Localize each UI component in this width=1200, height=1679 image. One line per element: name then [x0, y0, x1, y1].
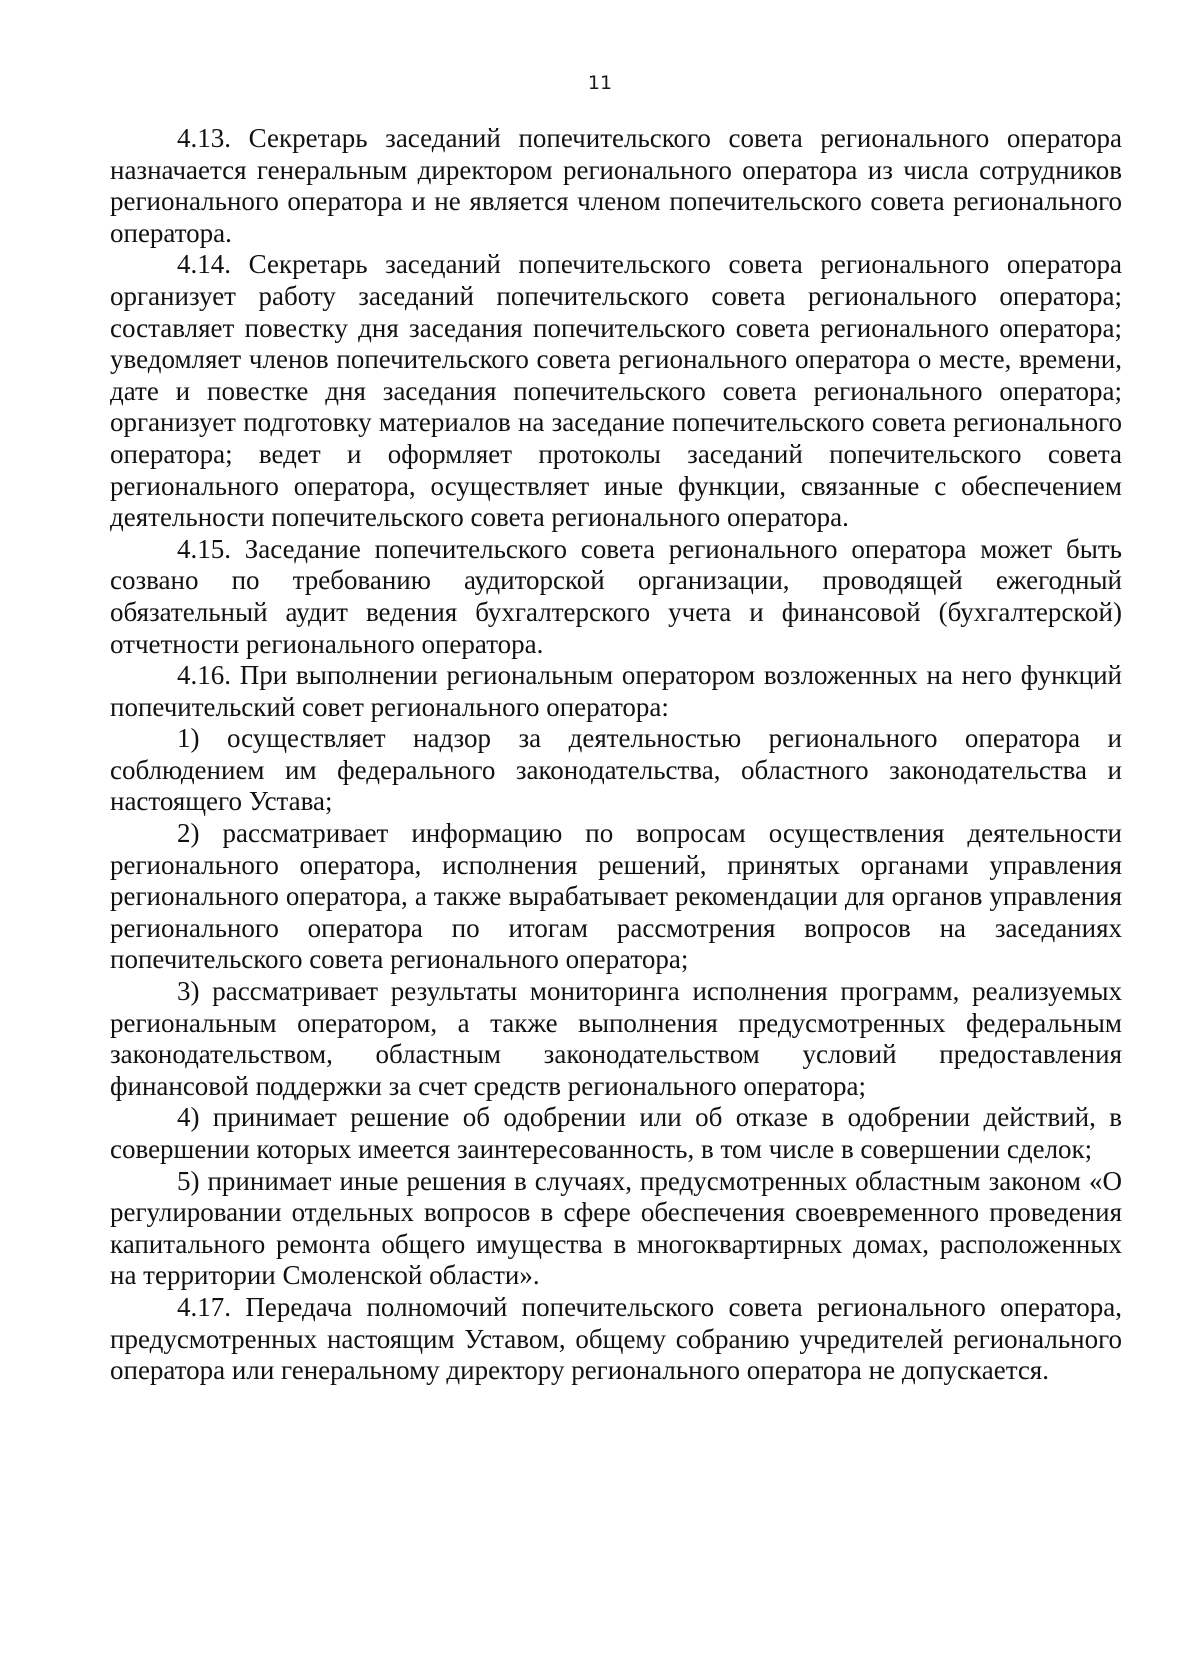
list-item-3: 3) рассматривает результаты мониторинга исполнения программ, реализуемых региональным оператором, а также выполнения предусмотренных федеральным законодательством, областным законодательством условий предоставления финансовой поддержки за счет средств регионального оператора;: [110, 976, 1122, 1101]
list-item-5: 5) принимает иные решения в случаях, предусмотренных областным законом «О регулировании отдельных вопросов в сфере обеспечения своевременного проведения капитального ремонта общего имущества в многоквартирных домах, расположенных на территории Смоленской области».: [110, 1165, 1122, 1291]
document-body: [110, 123, 1122, 1387]
paragraph-4-14: 4.14. Секретарь заседаний попечительского совета регионального оператора организует работу заседаний попечительского совета регионального оператора; составляет повестку дня заседания попечительского совета регионального оператора; уведомляет членов попечительского совета регионального оператора о месте, времени, дате и повестке дня заседания попечительского совета регионального оператора; организует подготовку материалов на заседание попечительского совета регионального оператора; ведет и оформляет протоколы заседаний попечительского совета регионального оператора, осуществляет иные функции, связанные с обеспечением деятельности попечительского совета регионального оператора.: [110, 249, 1122, 533]
page-number: 11: [587, 72, 613, 94]
paragraph-4-13: 4.13. Секретарь заседаний попечительского совета регионального оператора назначается генеральным директором регионального оператора из числа сотрудников регионального оператора и не является членом попечительского совета регионального оператора.: [110, 123, 1122, 248]
paragraph-4-17: 4.17. Передача полномочий попечительского совета регионального оператора, предусмотренных настоящим Уставом, общему собранию учредителей регионального оператора или генеральному директору регионального оператора не допускается.: [110, 1291, 1122, 1386]
list-item-1: 1) осуществляет надзор за деятельностью регионального оператора и соблюдением им федерального законодательства, областного законодательства и настоящего Устава;: [110, 723, 1122, 817]
list-item-2: 2) рассматривает информацию по вопросам осуществления деятельности регионального оператора, исполнения решений, принятых органами управления регионального оператора, а также вырабатывает рекомендации для органов управления регионального оператора по итогам рассмотрения вопросов на заседаниях попечительского совета регионального оператора;: [110, 818, 1122, 975]
paragraph-4-15: 4.15. Заседание попечительского совета регионального оператора может быть созвано по требованию аудиторской организации, проводящей ежегодный обязательный аудит ведения бухгалтерского учета и финансовой (бухгалтерской) отчетности регионального оператора.: [110, 533, 1122, 659]
list-item-4: 4) принимает решение об одобрении или об отказе в одобрении действий, в совершении которых имеется заинтересованность, в том числе в совершении сделок;: [110, 1102, 1122, 1164]
paragraph-4-16: 4.16. При выполнении региональным оператором возложенных на него функций попечительский совет регионального оператора:: [110, 660, 1122, 722]
